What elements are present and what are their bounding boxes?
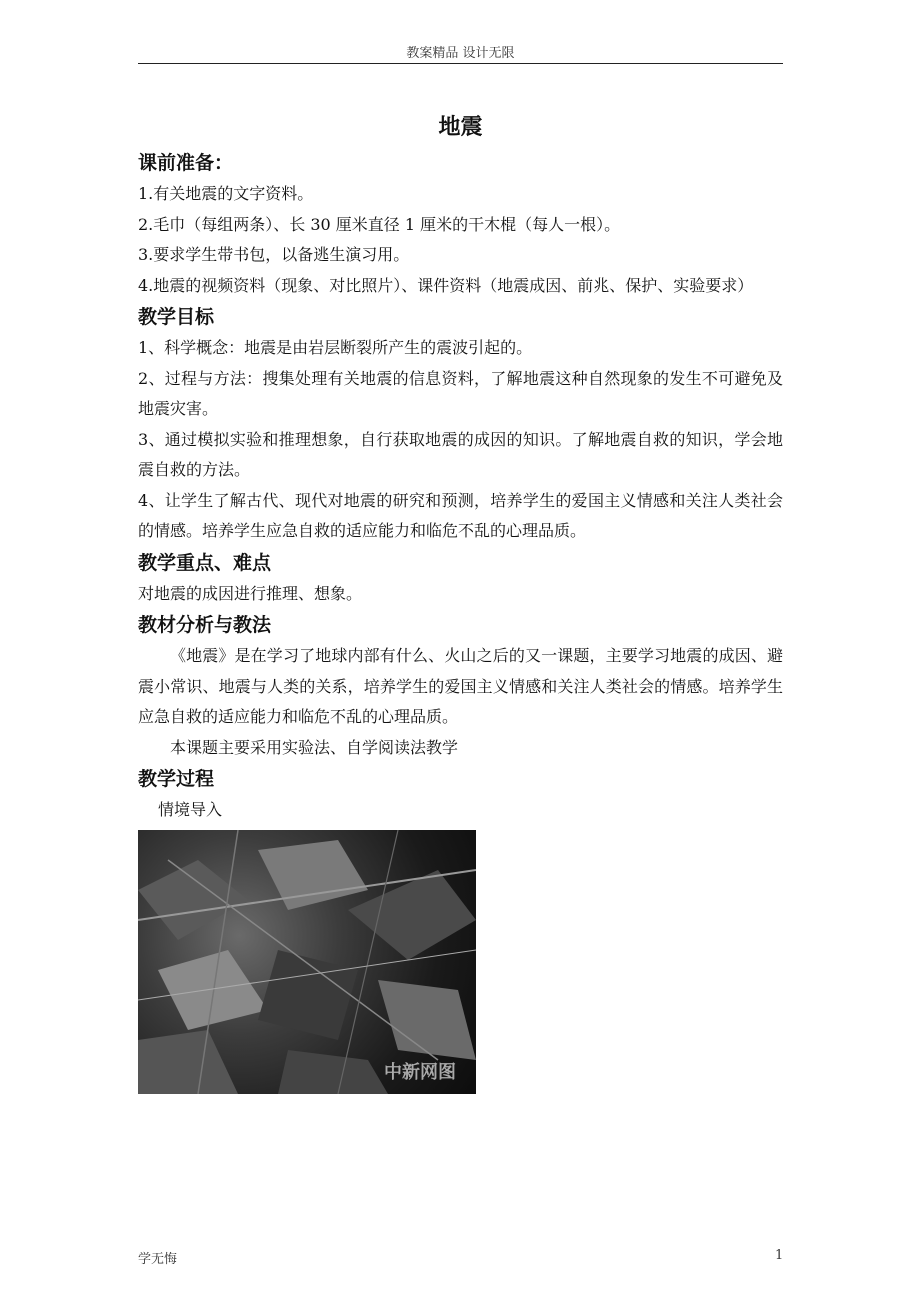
section-heading-process: 教学过程 [138, 768, 215, 790]
goal-item: 2、过程与方法：搜集处理有关地震的信息资料，了解地震这种自然现象的发生不可避免及地震灾害。 [138, 368, 783, 418]
section-heading-analysis: 教材分析与教法 [138, 614, 272, 636]
footer-label: 学无悔 [138, 1252, 178, 1267]
prep-item: 4.地震的视频资料（现象、对比照片）、课件资料（地震成因、前兆、保护、实验要求） [138, 275, 754, 295]
earthquake-ruins-photo [138, 830, 476, 1094]
section-heading-goals: 教学目标 [138, 306, 215, 328]
analysis-paragraph: 本课题主要采用实验法、自学阅读法教学 [170, 737, 459, 757]
page-header: 教案精品 设计无限 [406, 46, 515, 61]
rubble-graphic [138, 830, 476, 1094]
key-points-text: 对地震的成因进行推理、想象。 [138, 583, 363, 603]
prep-item: 1.有关地震的文字资料。 [138, 184, 314, 203]
page-number: 1 [775, 1248, 784, 1263]
goal-item: 4、让学生了解古代、现代对地震的研究和预测，培养学生的爱国主义情感和关注人类社会的情感。培养学生应急自救的适应能力和临危不乱的心理品质。 [138, 490, 783, 540]
goal-item: 1、科学概念：地震是由岩层断裂所产生的震波引起的。 [138, 338, 533, 357]
section-heading-key-points: 教学重点、难点 [138, 551, 272, 574]
document-title: 地震 [438, 115, 483, 140]
prep-item: 2.毛巾（每组两条）、长 30 厘米直径 1 厘米的干木棍（每人一根）。 [138, 214, 621, 234]
header-rule [138, 63, 783, 64]
prep-item: 3.要求学生带书包，以备逃生演习用。 [138, 245, 410, 264]
section-heading-prep: 课前准备： [138, 152, 234, 174]
document-body [138, 110, 783, 1094]
analysis-paragraph: 《地震》是在学习了地球内部有什么、火山之后的又一课题，主要学习地震的成因、避震小常识、地震与人类的关系，培养学生的爱国主义情感和关注人类社会的情感。培养学生应急自救的适应能力和临危不乱的心理品质。 [138, 646, 783, 726]
photo-watermark: 中新网图 [384, 1061, 456, 1083]
goal-item: 3、通过模拟实验和推理想象，自行获取地震的成因的知识。了解地震自救的知识，学会地震自救的方法。 [138, 429, 783, 479]
process-intro: 情境导入 [158, 800, 223, 819]
